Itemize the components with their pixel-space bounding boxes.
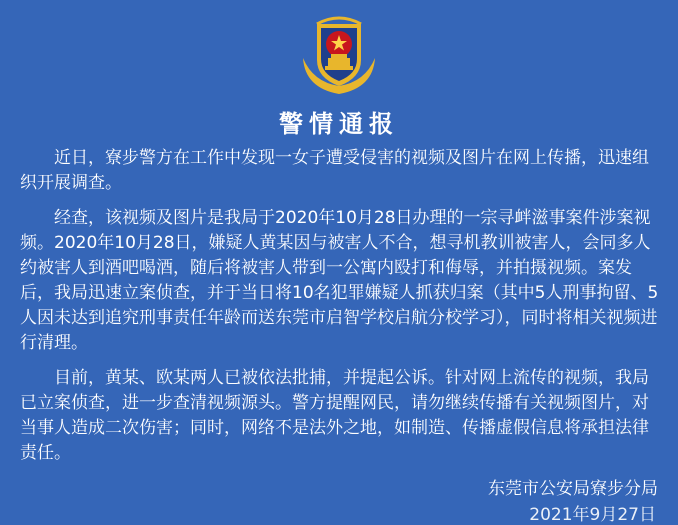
date: 2021年9月27日: [529, 505, 656, 525]
paragraph: 近日，寮步警方在工作中发现一女子遭受侵害的视频及图片在网上传播，迅速组织开展调查。: [20, 148, 649, 193]
paragraph: 经查，该视频及图片是我局于2020年10月28日办理的一宗寻衅滋事案件涉案视频。2020年10月28日，嫌疑人黄某因与被害人不合，想寻机教训被害人，会同多人约被害人到酒吧喝酒，随后将被害人带到一公寓内殴打和侮辱，并拍摄视频。案发后，我局迅速立案侦查，并于当日将10名犯罪嫌疑人抓获归案（其中5人刑事拘留、5人因未达到追究刑事责任年龄而送东莞市启智学校启航分校学习），同时将相关视频进行清理。: [20, 208, 659, 353]
notice-body: [20, 146, 660, 476]
paragraph: 目前，黄某、欧某两人已被依法批捕，并提起公诉。针对网上流传的视频，我局已立案侦查，进一步查清视频源头。警方提醒网民，请勿继续传播有关视频图片，对当事人造成二次伤害；同时，网络不是法外之地，如制造、传播虚假信息将承担法律责任。: [20, 368, 649, 463]
signature: 东莞市公安局寮步分局: [488, 479, 658, 499]
page-title: 警情通报: [279, 110, 399, 138]
police-emblem-icon: [295, 8, 383, 96]
